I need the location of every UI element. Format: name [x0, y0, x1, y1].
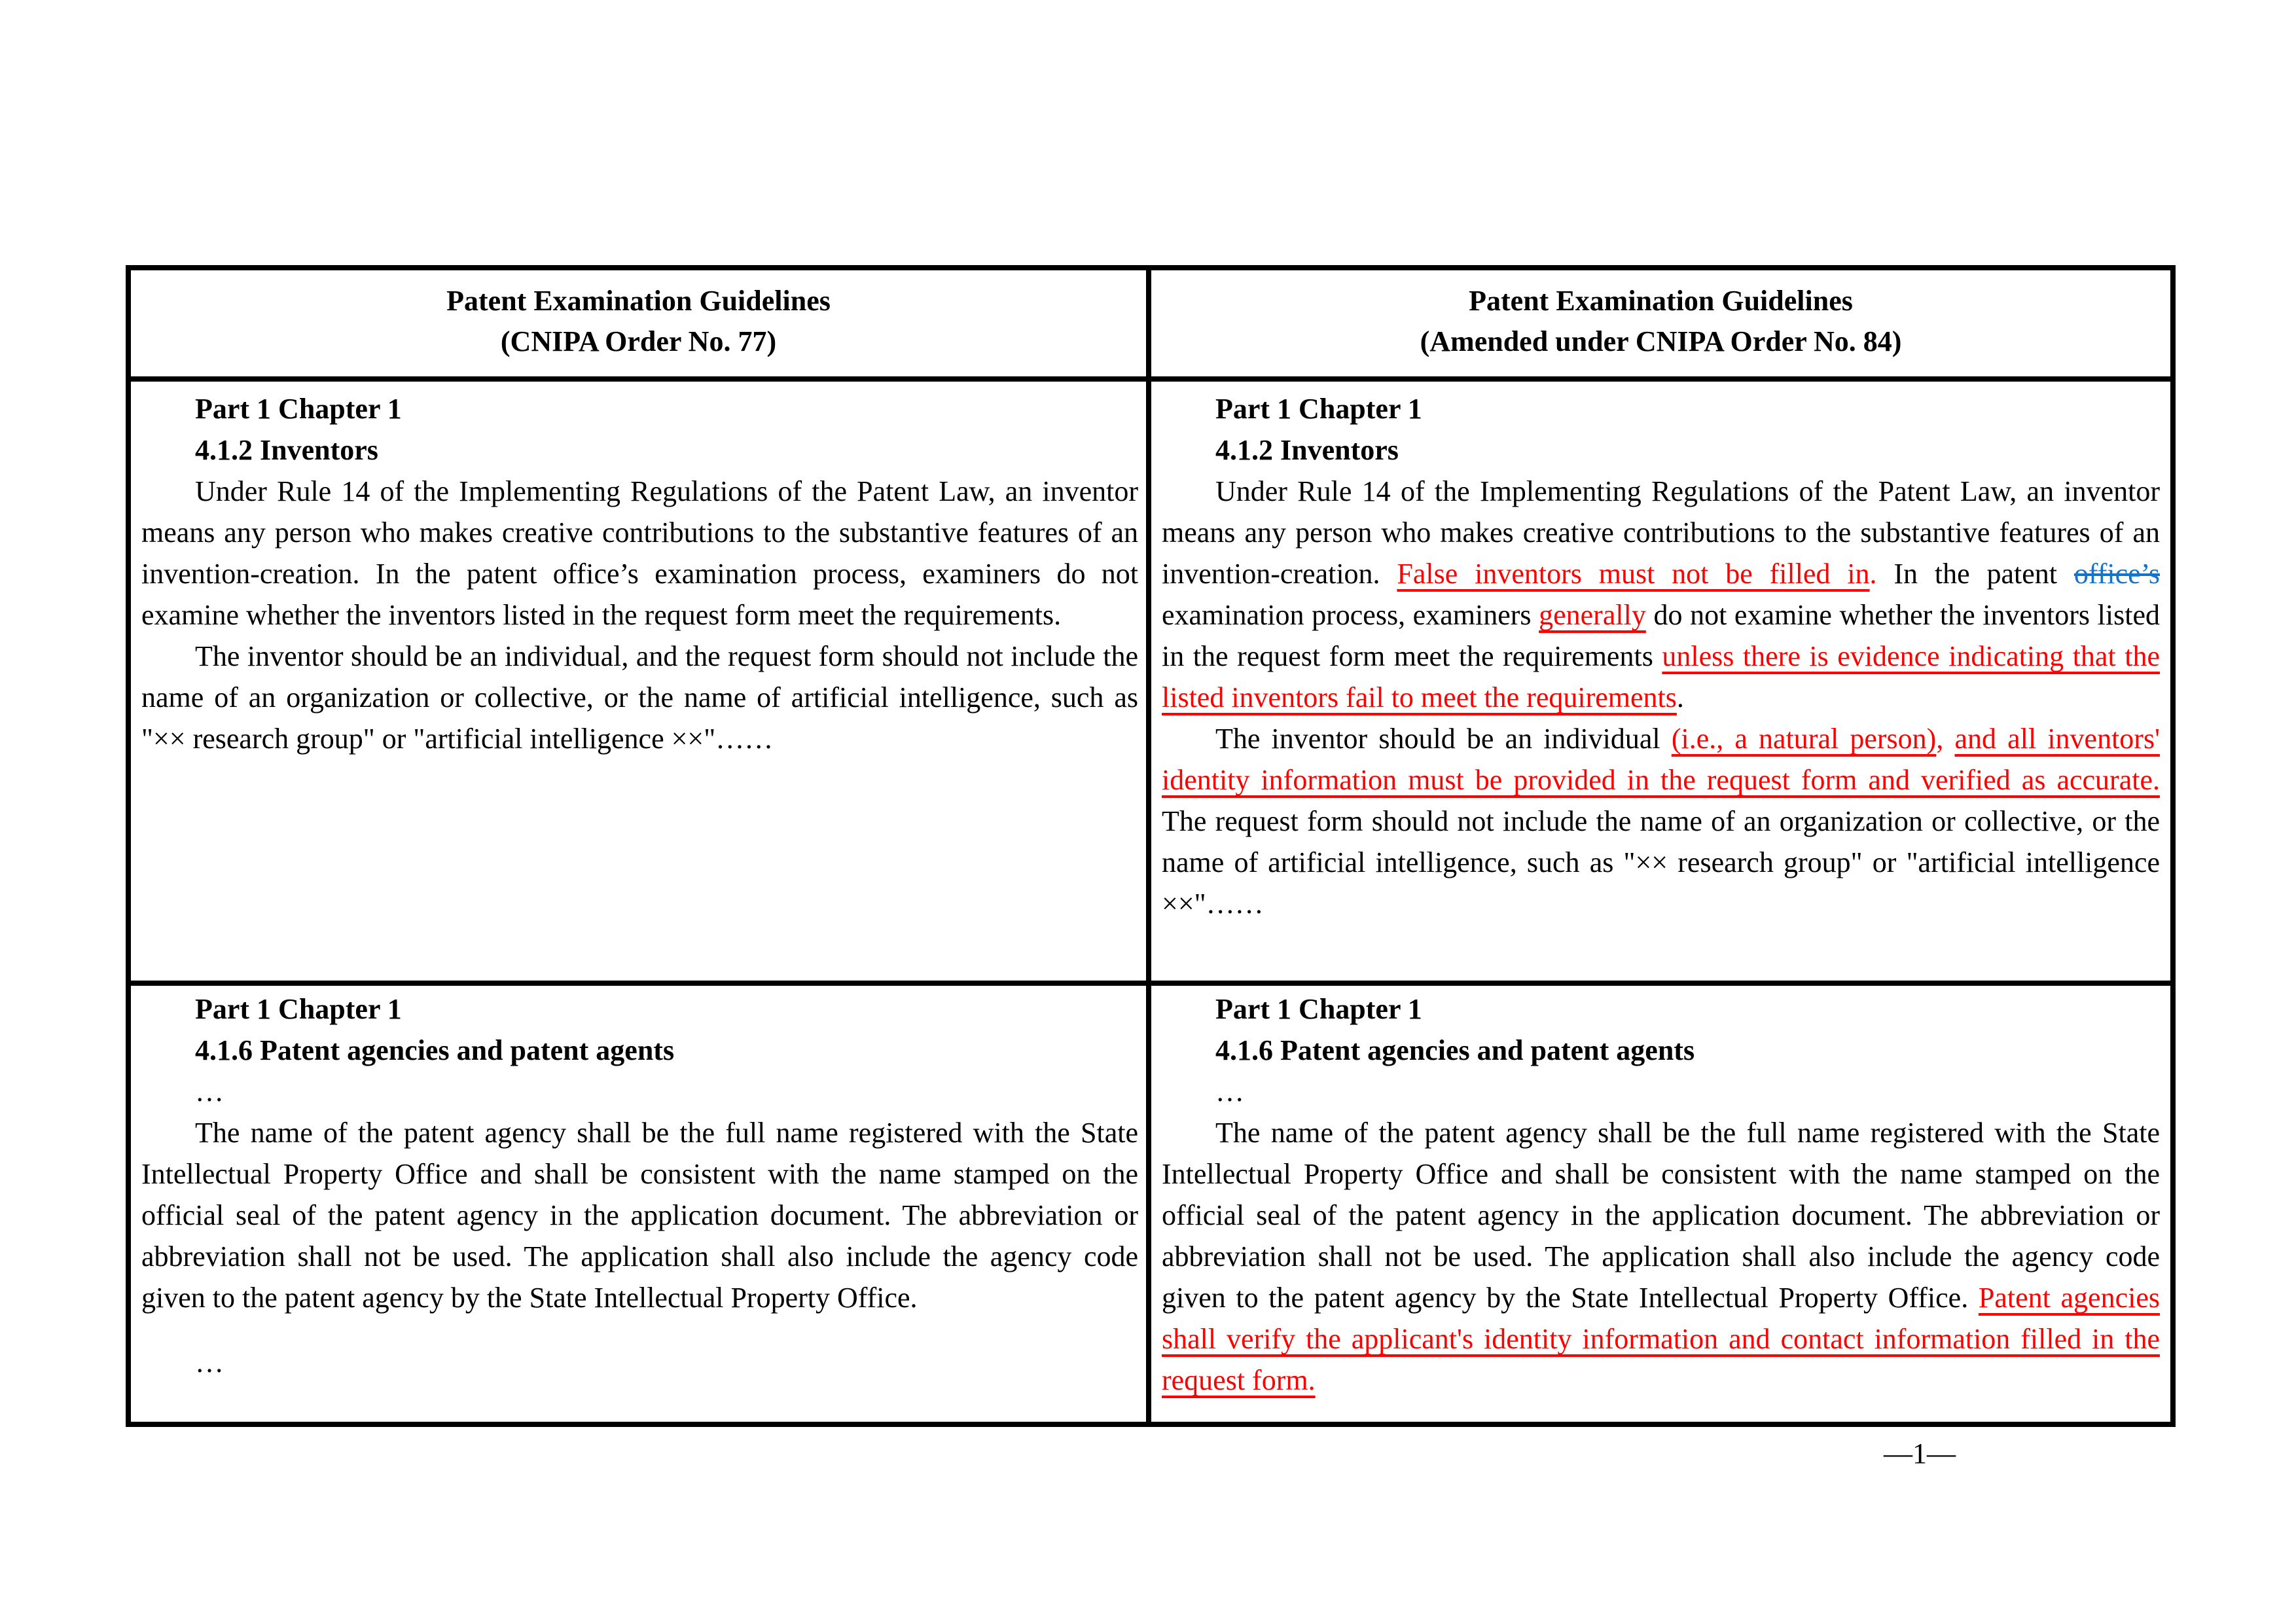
- text-run: The name of the patent agency shall be the full name registered with the State Intellectual Property Office and shall be consistent with the name stamped on the official seal of the patent agency in the application document. The abbreviation or abbreviation shall not be used. The application shall also include the agency code given to the patent agency by the State Intellectual Property Office.: [141, 1117, 1138, 1314]
- paragraph: [141, 636, 1138, 759]
- section-subheading: 4.1.6 Patent agencies and patent agents: [195, 1034, 675, 1066]
- cell-inventors-amended: [1151, 382, 2170, 981]
- ellipsis-line: [1162, 1071, 2160, 1112]
- text-run: In the patent: [1876, 558, 2074, 590]
- section-heading: Part 1 Chapter 1: [195, 993, 402, 1025]
- inserted-text: and all inventors' identity information must be provided in the request form and verified as accurate.: [1162, 723, 2160, 796]
- section-subheading: 4.1.2 Inventors: [195, 434, 378, 466]
- text-run: The inventor should be an individual: [1215, 723, 1672, 755]
- text-run: …: [195, 1346, 224, 1379]
- header-amended-subtitle: (Amended under CNIPA Order No. 84): [1420, 325, 1902, 357]
- inserted-text: (i.e., a natural person): [1671, 723, 1937, 755]
- inserted-text: Patent agencies shall verify the applicant's identity information and contact information filled in the request form.: [1162, 1282, 2160, 1396]
- cell-inventors-original: [131, 382, 1151, 981]
- ellipsis-line: [141, 1071, 1138, 1112]
- deleted-text: office’s: [2073, 558, 2160, 590]
- text-run: …: [1215, 1075, 1244, 1108]
- text-run: .: [1676, 681, 1684, 713]
- paragraph: [141, 471, 1138, 636]
- section-subheading: 4.1.2 Inventors: [1215, 434, 1399, 466]
- text-run: ,: [1936, 723, 1955, 755]
- text-run: Under Rule 14 of the Implementing Regulations of the Patent Law, an inventor means any person who makes creative contributions to the substantive features of an invention-creation. In the patent office’s examination process, examiners do not examine whether the inventors listed in the request form meet the requirements.: [141, 475, 1138, 631]
- header-original-title: Patent Examination Guidelines: [446, 285, 831, 317]
- cell-agencies-amended: [1151, 986, 2170, 1422]
- inserted-text: unless there is evidence indicating that the listed inventors fail to meet the requirements: [1162, 640, 2160, 713]
- paragraph: [1162, 718, 2160, 924]
- inserted-text: False inventors must not be filled in: [1397, 558, 1870, 590]
- text-run: examination process, examiners: [1162, 599, 1539, 631]
- comparison-table: [126, 265, 2176, 1427]
- table-header-row: [131, 270, 2170, 382]
- paragraph: [1162, 1112, 2160, 1401]
- text-run: do not examine whether the inventors listed in the request form meet the requirements: [1162, 599, 2160, 672]
- cell-agencies-original: [131, 986, 1151, 1422]
- section-heading: Part 1 Chapter 1: [195, 393, 402, 425]
- header-original-subtitle: (CNIPA Order No. 77): [500, 325, 777, 357]
- header-amended-title: Patent Examination Guidelines: [1469, 285, 1853, 317]
- section-subheading: 4.1.6 Patent agencies and patent agents: [1215, 1034, 1695, 1066]
- paragraph: [1162, 471, 2160, 718]
- page-number: —1—: [1884, 1437, 1956, 1470]
- header-cell-amended: [1151, 270, 2170, 376]
- text-run: The inventor should be an individual, and the request form should not include the name of an organization or collective, or the name of artificial intelligence, such as "×× research group" or "artificial intelligence ××"……: [141, 640, 1138, 755]
- text-run: The request form should not include the name of an organization or collective, or the name of artificial intelligence, such as "×× research group" or "artificial intelligence ××"……: [1162, 805, 2160, 920]
- table-row-patent-agencies: [131, 986, 2170, 1422]
- text-run: .: [1869, 558, 1877, 590]
- inserted-text: generally: [1539, 599, 1646, 631]
- table-row-inventors: [131, 382, 2170, 986]
- paragraph: [141, 1112, 1138, 1318]
- section-heading: Part 1 Chapter 1: [1215, 993, 1422, 1025]
- text-run: Under Rule 14 of the Implementing Regulations of the Patent Law, an inventor means any person who makes creative contributions to the substantive features of an invention-creation.: [1162, 475, 2160, 590]
- header-cell-original: [131, 270, 1151, 376]
- text-run: The name of the patent agency shall be the full name registered with the State Intellectual Property Office and shall be consistent with the name stamped on the official seal of the patent agency in the application document. The abbreviation or abbreviation shall not be used. The application shall also include the agency code given to the patent agency by the State Intellectual Property Office.: [1162, 1117, 2160, 1314]
- section-heading: Part 1 Chapter 1: [1215, 393, 1422, 425]
- ellipsis-line: [141, 1342, 1138, 1383]
- text-run: …: [195, 1075, 224, 1108]
